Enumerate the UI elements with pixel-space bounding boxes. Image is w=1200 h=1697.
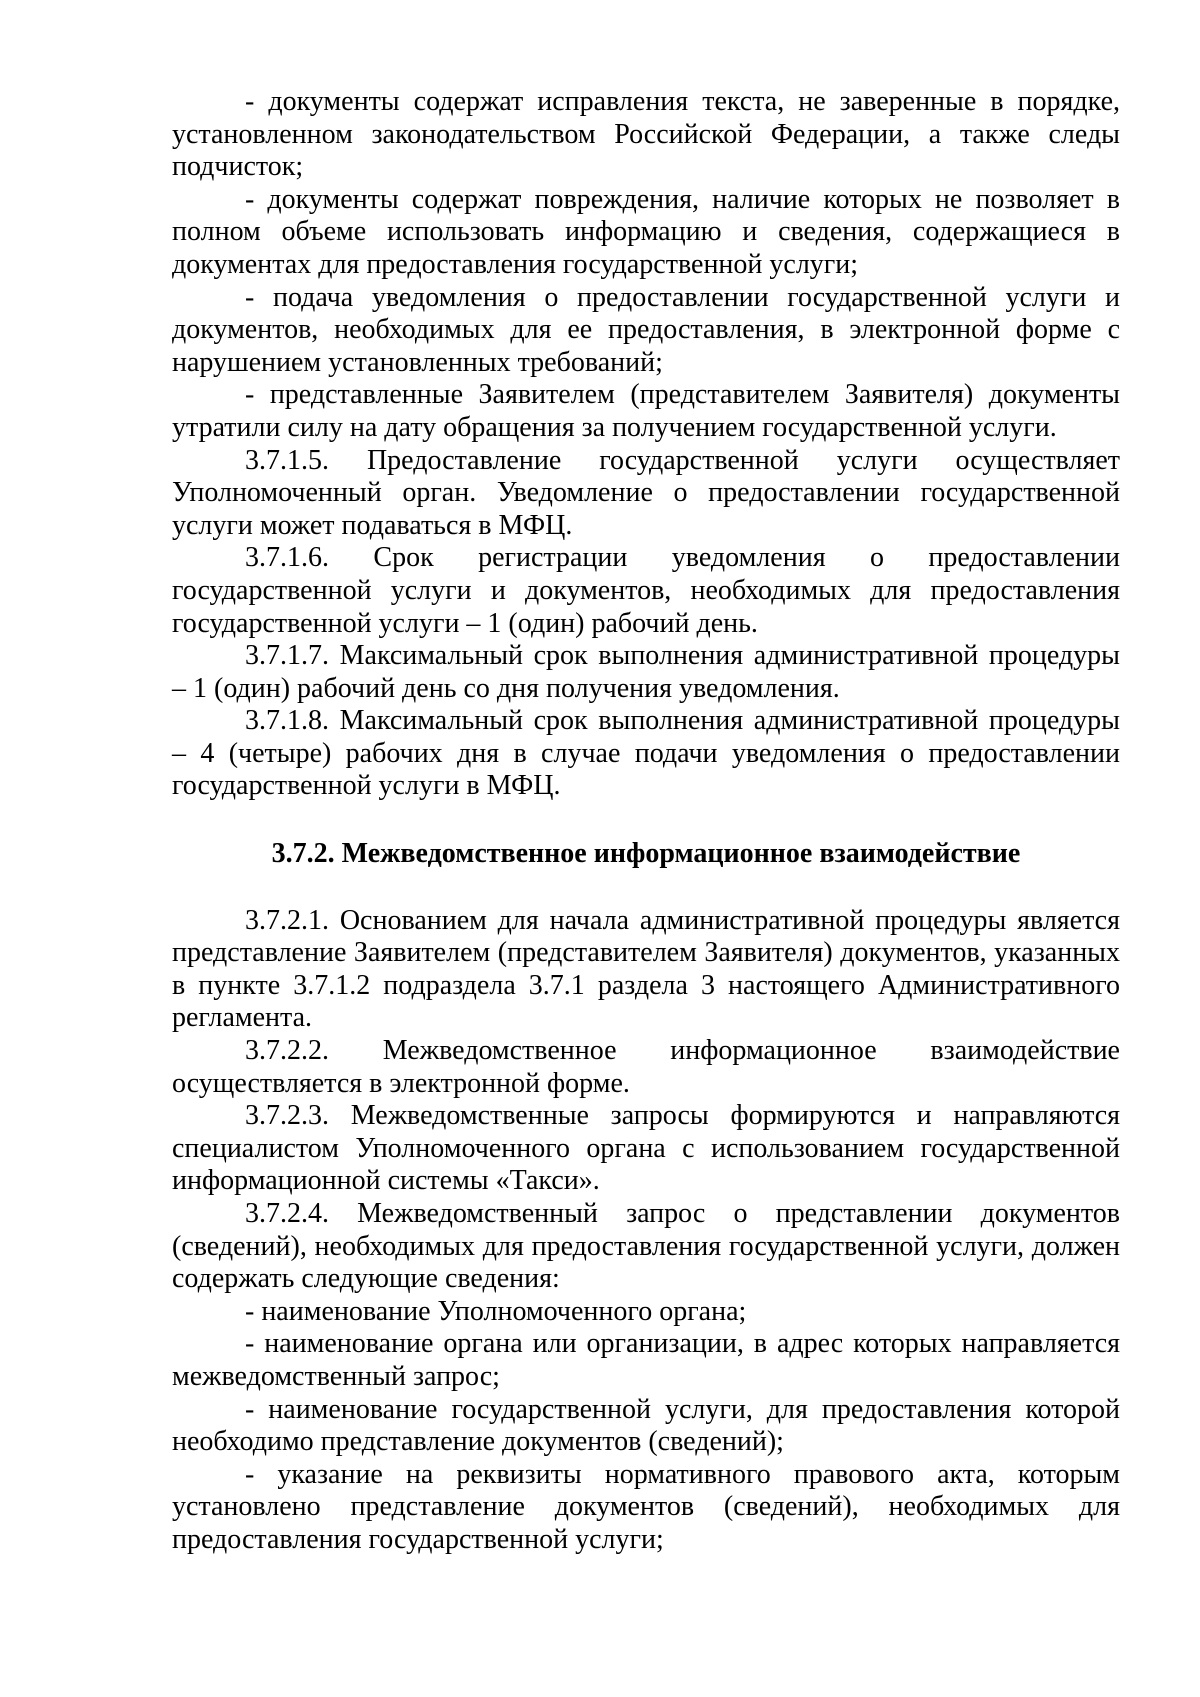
list-item-recipient-name: - наименование органа или организации, в адрес которых направляется межведомственный запрос;: [172, 1328, 1120, 1392]
paragraph-3-7-1-6: 3.7.1.6. Срок регистрации уведомления о предоставлении государственной услуги и документов, необходимых для предоставления государственной услуги – 1 (один) рабочий день.: [172, 542, 1120, 639]
paragraph-3-7-2-3: 3.7.2.3. Межведомственные запросы формируются и направляются специалистом Уполномоченного органа с использованием государственной информационной системы «Такси».: [172, 1100, 1120, 1197]
paragraph-3-7-2-1: 3.7.2.1. Основанием для начала административной процедуры является представление Заявителем (представителем Заявителя) документов, указанных в пункте 3.7.1.2 подраздела 3.7.1 раздела 3 настоящего Административного регламента.: [172, 904, 1120, 1034]
paragraph-3-7-2-2: 3.7.2.2. Межведомственное информационное взаимодействие осуществляется в электронной форме.: [172, 1035, 1120, 1099]
paragraph-corrections: - документы содержат исправления текста, не заверенные в порядке, установленном законодательством Российской Федерации, а также следы подчисток;: [172, 86, 1120, 183]
paragraph-damage: - документы содержат повреждения, наличие которых не позволяет в полном объеме использовать информацию и сведения, содержащиеся в документах для предоставления государственной услуги;: [172, 183, 1120, 280]
list-item-legal-act-details: - указание на реквизиты нормативного правового акта, которым установлено представление документов (сведений), необходимых для предоставления государственной услуги;: [172, 1458, 1120, 1555]
section-heading: 3.7.2. Межведомственное информационное взаимодействие: [271, 838, 1021, 870]
paragraph-3-7-2-4: 3.7.2.4. Межведомственный запрос о представлении документов (сведений), необходимых для предоставления государственной услуги, должен содержать следующие сведения:: [172, 1198, 1120, 1295]
paragraph-3-7-1-7: 3.7.1.7. Максимальный срок выполнения административной процедуры – 1 (один) рабочий день со дня получения уведомления.: [172, 640, 1120, 704]
paragraph-electronic-violation: - подача уведомления о предоставлении государственной услуги и документов, необходимых для ее предоставления, в электронной форме с нарушением установленных требований;: [172, 281, 1120, 378]
list-item-service-name: - наименование государственной услуги, для предоставления которой необходимо представление документов (сведений);: [172, 1393, 1120, 1458]
document-body: [172, 86, 1120, 1557]
paragraph-3-7-1-8: 3.7.1.8. Максимальный срок выполнения административной процедуры – 4 (четыре) рабочих дня в случае подачи уведомления о предоставлении государственной услуги в МФЦ.: [172, 705, 1120, 802]
paragraph-3-7-1-5: 3.7.1.5. Предоставление государственной услуги осуществляет Уполномоченный орган. Уведомление о предоставлении государственной услуги может подаваться в МФЦ.: [172, 444, 1120, 541]
list-item-authority-name: - наименование Уполномоченного органа;: [245, 1295, 747, 1327]
paragraph-expired-documents: - представленные Заявителем (представителем Заявителя) документы утратили силу на дату обращения за получением государственной услуги.: [172, 379, 1120, 443]
